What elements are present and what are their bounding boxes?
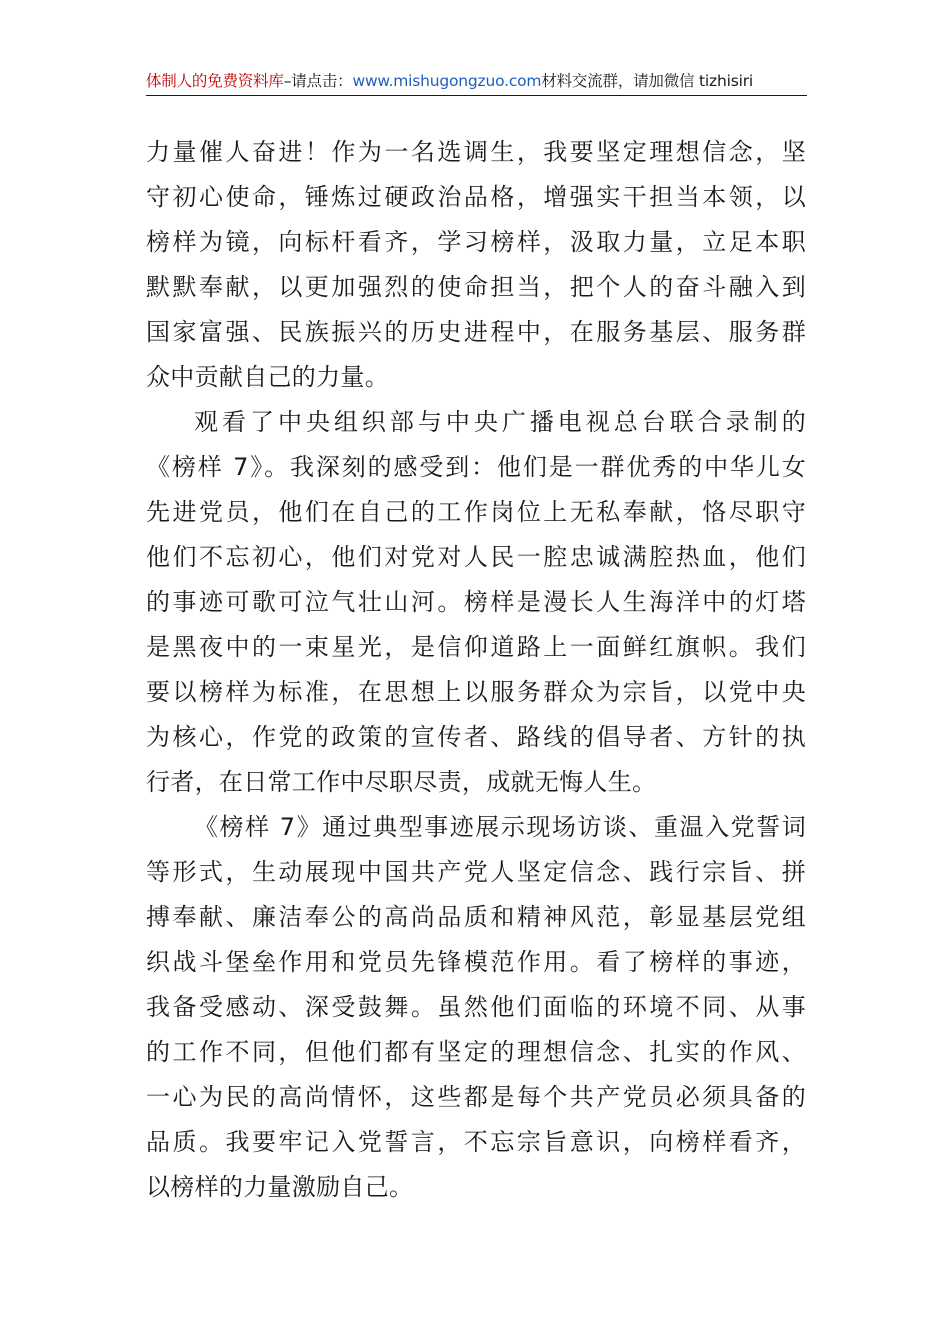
text-line: 国家富强、民族振兴的历史进程中，在服务基层、服务群 <box>146 318 806 346</box>
text-line: 搏奉献、廉洁奉公的高尚品质和精神风范，彰显基层党组 <box>146 903 806 931</box>
text-line: 先进党员，他们在自己的工作岗位上无私奉献，恪尽职守 <box>146 498 806 526</box>
text-line: 要以榜样为标准，在思想上以服务群众为宗旨，以党中央 <box>146 678 806 706</box>
text-line: 以榜样的力量激励自己。 <box>146 1173 414 1201</box>
text-line: 众中贡献自己的力量。 <box>146 363 389 391</box>
text-line: 一心为民的高尚情怀，这些都是每个共产党员必须具备的 <box>146 1083 806 1111</box>
header-brand: 体制人的免费资料库 <box>146 72 284 90</box>
text-line: 榜样为镜，向标杆看齐，学习榜样，汲取力量，立足本职 <box>146 228 806 256</box>
text-line: 《榜样 7》。我深刻的感受到：他们是一群优秀的中华儿女 <box>146 453 806 481</box>
text-line: 等形式，生动展现中国共产党人坚定信念、践行宗旨、拼 <box>146 858 806 886</box>
header-contact: 材料交流群，请加微信 tizhisiri <box>541 72 753 90</box>
text-line: 为核心，作党的政策的宣传者、路线的倡导者、方针的执 <box>146 723 806 751</box>
text-line: 的事迹可歌可泣气壮山河。榜样是漫长人生海洋中的灯塔 <box>146 588 806 616</box>
text-line: 织战斗堡垒作用和党员先锋模范作用。看了榜样的事迹， <box>146 948 806 976</box>
page-header <box>146 68 806 94</box>
text-line: 品质。我要牢记入党誓言，不忘宗旨意识，向榜样看齐， <box>146 1128 806 1156</box>
text-line: 观看了中央组织部与中央广播电视总台联合录制的 <box>194 408 806 436</box>
text-line: 我备受感动、深受鼓舞。虽然他们面临的环境不同、从事 <box>146 993 806 1021</box>
header-divider <box>146 95 807 96</box>
text-line: 行者，在日常工作中尽职尽责，成就无悔人生。 <box>146 768 657 796</box>
text-line: 是黑夜中的一束星光，是信仰道路上一面鲜红旗帜。我们 <box>146 633 806 661</box>
text-line: 的工作不同，但他们都有坚定的理想信念、扎实的作风、 <box>146 1038 806 1066</box>
text-line: 力量催人奋进！作为一名选调生，我要坚定理想信念，坚 <box>146 138 806 166</box>
text-line: 《榜样 7》通过典型事迹展示现场访谈、重温入党誓词 <box>194 813 806 841</box>
header-prompt: –请点击： <box>283 72 353 90</box>
text-line: 他们不忘初心，他们对党对人民一腔忠诚满腔热血，他们 <box>146 543 806 571</box>
document-body <box>146 130 806 1210</box>
text-line: 守初心使命，锤炼过硬政治品格，增强实干担当本领，以 <box>146 183 806 211</box>
header-link[interactable]: www.mishugongzuo.com <box>352 72 542 90</box>
text-line: 默默奉献，以更加强烈的使命担当，把个人的奋斗融入到 <box>146 273 806 301</box>
